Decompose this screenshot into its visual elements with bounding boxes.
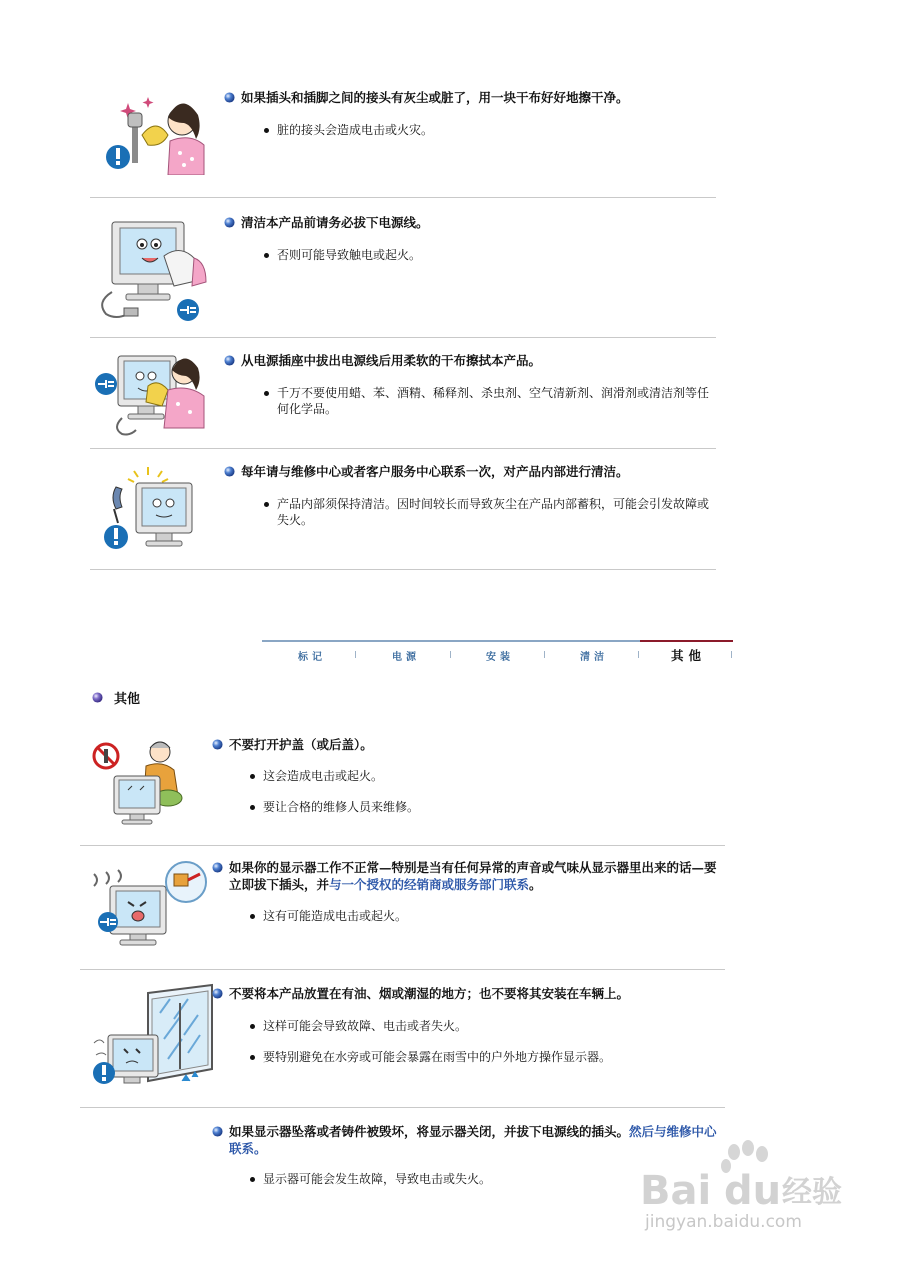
bullet-dot-icon (264, 128, 269, 133)
divider (90, 569, 716, 570)
blue-bullet-icon (224, 92, 235, 103)
list-item-text: 这会造成电击或起火。 (263, 769, 384, 783)
item-heading: 不要将本产品放置在有油、烟或潮湿的地方；也不要将其安装在车辆上。 (229, 986, 630, 1001)
list-item (250, 1049, 710, 1065)
blue-bullet-icon (224, 355, 235, 366)
item-heading-text: 如果显示器坠落或者铸件被毁坏，将显示器关闭，并拔下电源线的插头。 (229, 1124, 630, 1139)
list-item-text: 要让合格的维修人员来维修。 (263, 800, 420, 814)
svg-text:du: du (724, 1168, 782, 1212)
section-nav (262, 640, 733, 662)
blue-bullet-icon (212, 988, 223, 999)
tab-clean[interactable]: 清洁 (580, 652, 608, 663)
illustration-unplug-before-cleaning (98, 212, 210, 324)
illustration-abnormal-smoke (86, 860, 210, 948)
divider (80, 845, 725, 846)
tab-marks[interactable]: 标记 (298, 652, 326, 663)
list-item (250, 799, 710, 815)
illustration-humid-location (86, 983, 216, 1091)
list-item-text: 千万不要使用蜡、苯、酒精、稀释剂、杀虫剂、空气清新剂、润滑剂或清洁剂等任何化学品。 (277, 386, 710, 416)
item-heading (229, 859, 724, 893)
blue-bullet-icon (224, 217, 235, 228)
item-heading-row (224, 463, 714, 480)
list-item-text: 要特别避免在水旁或可能会暴露在雨雪中的户外地方操作显示器。 (263, 1050, 612, 1064)
item-heading: 每年请与维修中心或者客户服务中心联系一次，对产品内部进行清洁。 (241, 464, 629, 479)
tab-power[interactable]: 电源 (392, 652, 420, 663)
nav-separator (638, 651, 639, 658)
bullet-dot-icon (250, 774, 255, 779)
nav-separator (544, 651, 545, 658)
item-heading-row (224, 89, 714, 106)
item-heading: 不要打开护盖（或后盖）。 (229, 737, 373, 752)
baidu-paw-logo-icon (630, 1140, 870, 1212)
divider (80, 1107, 725, 1108)
divider (90, 337, 716, 338)
bullet-dot-icon (250, 805, 255, 810)
divider (90, 448, 716, 449)
list-item-text: 显示器可能会发生故障，导致电击或失火。 (263, 1172, 492, 1186)
list-item-text: 脏的接头会造成电击或火灾。 (277, 123, 434, 137)
baidu-watermark (630, 1140, 870, 1250)
nav-separator (731, 651, 732, 658)
list-item-text: 产品内部须保持清洁。因时间较长而导致灰尘在产品内部蓄积，可能会引发故障或失火。 (277, 497, 710, 527)
item-heading-end: 。 (529, 877, 542, 892)
svg-text:Bai: Bai (640, 1168, 712, 1212)
list-item (264, 247, 704, 263)
list-item (250, 768, 710, 784)
blue-bullet-icon (212, 739, 223, 750)
tab-other[interactable]: 其他 (671, 648, 707, 663)
illustration-annual-service (98, 465, 198, 555)
bullet-dot-icon (250, 1055, 255, 1060)
svg-text:经验: 经验 (782, 1175, 842, 1210)
item-heading-text: 如果你的显示器工作不正常—特别是当有任何异常的声音或气味从显示器里出来的话—要立即拔下插头，并 (229, 860, 717, 892)
nav-line (262, 640, 640, 642)
blue-bullet-icon (212, 862, 223, 873)
item-heading-row (212, 985, 724, 1002)
bullet-dot-icon (250, 1177, 255, 1182)
nav-separator (355, 651, 356, 658)
item-heading-row (212, 859, 724, 893)
item-heading: 从电源插座中拔出电源线后用柔软的干布擦拭本产品。 (241, 353, 542, 368)
section-title (92, 688, 140, 707)
bullet-dot-icon (264, 502, 269, 507)
list-item-text: 这样可能会导致故障、电击或者失火。 (263, 1019, 468, 1033)
list-item (264, 122, 704, 138)
item-heading: 清洁本产品前请务必拔下电源线。 (241, 215, 429, 230)
divider (80, 969, 725, 970)
list-item-text: 这有可能造成电击或起火。 (263, 909, 408, 923)
list-item-text: 否则可能导致触电或起火。 (277, 248, 422, 262)
tab-install[interactable]: 安装 (486, 652, 514, 663)
watermark-url: jingyan.baidu.com (645, 1212, 802, 1232)
illustration-wipe-with-cloth (92, 350, 210, 440)
nav-active-line (640, 640, 733, 642)
bullet-dot-icon (250, 1024, 255, 1029)
item-heading-row (224, 214, 714, 231)
list-item (264, 496, 716, 528)
list-item (250, 1018, 710, 1034)
blue-bullet-icon (224, 466, 235, 477)
contact-service-link[interactable]: 然后与维修中心联系。 (229, 1124, 717, 1156)
bullet-dot-icon (264, 253, 269, 258)
illustration-clean-plug (100, 95, 210, 175)
bullet-dot-icon (250, 914, 255, 919)
section-title-text: 其他 (114, 692, 141, 707)
illustration-do-not-open-cover (88, 738, 186, 828)
bullet-dot-icon (264, 391, 269, 396)
list-item (264, 385, 716, 417)
contact-dealer-link[interactable]: 与一个授权的经销商或服务部门联系 (329, 877, 530, 892)
blue-bullet-icon (212, 1126, 223, 1137)
item-heading-row (212, 736, 722, 753)
nav-separator (450, 651, 451, 658)
list-item (250, 908, 710, 924)
item-heading-row (224, 352, 714, 369)
item-heading: 如果插头和插脚之间的接头有灰尘或脏了，用一块干布好好地擦干净。 (241, 90, 629, 105)
divider (90, 197, 716, 198)
purple-bullet-icon (92, 692, 103, 703)
